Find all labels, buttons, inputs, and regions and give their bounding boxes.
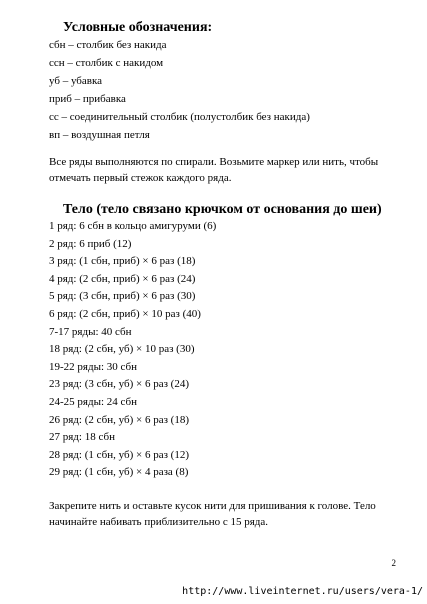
section-title-body: Тело (тело связано крючком от основания до шеи) <box>63 202 382 217</box>
row-instruction: 2 ряд: 6 приб (12) <box>49 237 132 250</box>
row-instruction: 7-17 ряды: 40 сбн <box>49 325 132 338</box>
row-instruction: 27 ряд: 18 сбн <box>49 431 115 444</box>
row-instruction: 3 ряд: (1 сбн, приб) × 6 раз (18) <box>49 255 196 268</box>
row-instruction: 5 ряд: (3 сбн, приб) × 6 раз (30) <box>49 290 196 303</box>
row-instruction: 4 ряд: (2 сбн, приб) × 6 раз (24) <box>49 272 196 285</box>
row-instruction: 29 ряд: (1 сбн, уб) × 4 раза (8) <box>49 466 189 479</box>
row-instruction: 19-22 ряды: 30 сбн <box>49 360 138 373</box>
legend-item: сс – соединительный столбик (полустолбик без накида) <box>49 111 310 123</box>
rows-list <box>49 220 216 484</box>
legend-title: Условные обозначения: <box>63 20 213 35</box>
legend-list <box>49 39 310 147</box>
page-number: 2 <box>391 558 396 568</box>
legend-item: ссн – столбик с накидом <box>49 57 164 69</box>
legend-item: сбн – столбик без накида <box>49 39 167 51</box>
intro-paragraph: Все ряды выполняются по спирали. Возьмите маркер или нить, чтобы отмечать первый стежок каждого ряда. <box>49 156 379 184</box>
legend-item: уб – убавка <box>49 75 103 87</box>
source-url: http://www.liveinternet.ru/users/vera-1/ <box>182 586 423 597</box>
row-instruction: 23 ряд: (3 сбн, уб) × 6 раз (24) <box>49 378 189 391</box>
row-instruction: 18 ряд: (2 сбн, уб) × 10 раз (30) <box>49 343 195 356</box>
row-instruction: 24-25 ряды: 24 сбн <box>49 395 138 408</box>
closing-paragraph: Закрепите нить и оставьте кусок нити для пришивания к голове. Тело начинайте набивать приблизительно с 15 ряда. <box>49 500 376 528</box>
row-instruction: 1 ряд: 6 сбн в кольцо амигуруми (6) <box>49 220 217 232</box>
row-instruction: 6 ряд: (2 сбн, приб) × 10 раз (40) <box>49 307 201 320</box>
row-instruction: 28 ряд: (1 сбн, уб) × 6 раз (12) <box>49 448 189 461</box>
legend-item: вп – воздушная петля <box>49 129 150 141</box>
row-instruction: 26 ряд: (2 сбн, уб) × 6 раз (18) <box>49 413 189 426</box>
legend-item: приб – прибавка <box>49 93 126 105</box>
